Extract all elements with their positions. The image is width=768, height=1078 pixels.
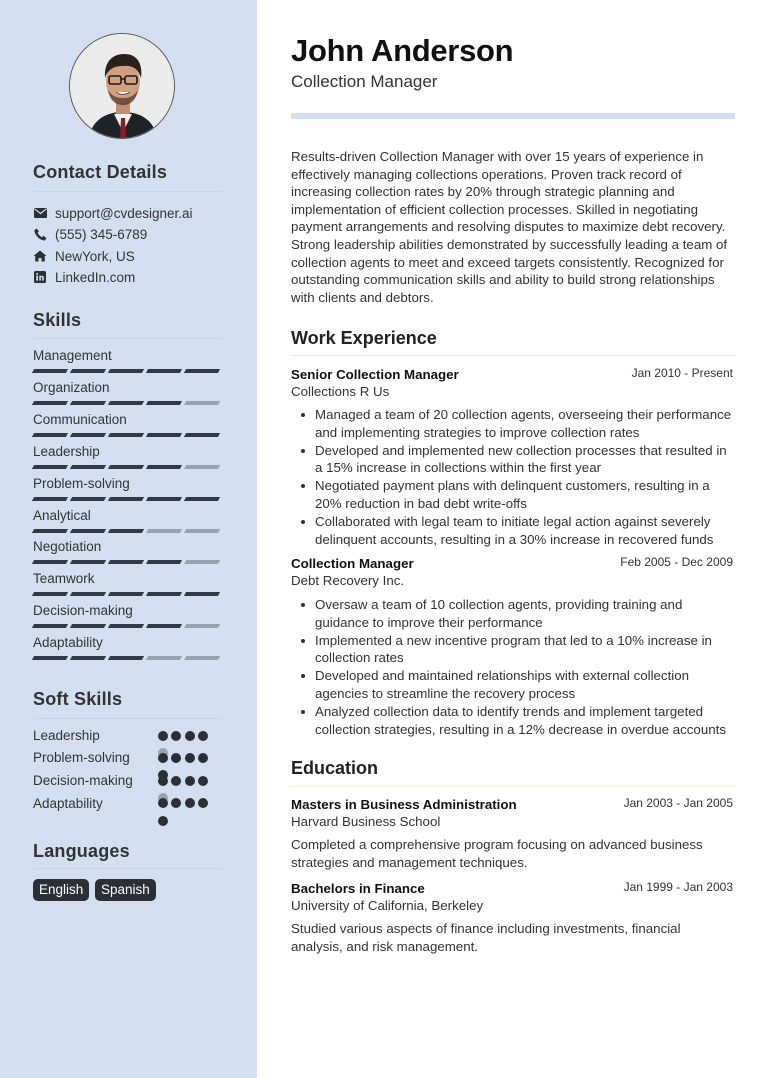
divider bbox=[291, 786, 735, 787]
contact-location-text: NewYork, US bbox=[55, 248, 135, 264]
skill-level-segment bbox=[146, 656, 183, 660]
skill-label: Analytical bbox=[33, 507, 91, 523]
skill-level-segment bbox=[70, 433, 107, 437]
skill-level-segment bbox=[184, 369, 221, 373]
person-portrait-icon bbox=[70, 34, 175, 139]
school-name: University of California, Berkeley bbox=[291, 898, 484, 913]
languages-heading: Languages bbox=[33, 841, 130, 861]
rating-dot bbox=[158, 816, 168, 826]
skill-label: Problem-solving bbox=[33, 475, 130, 491]
soft-skill-label: Decision-making bbox=[33, 773, 133, 788]
envelope-icon bbox=[33, 206, 47, 220]
job-title: Senior Collection Manager bbox=[291, 367, 459, 382]
job-bullets bbox=[315, 596, 735, 739]
skill-level-segment bbox=[146, 433, 183, 437]
language-badge: Spanish bbox=[95, 879, 156, 901]
contact-email[interactable] bbox=[33, 204, 193, 222]
skill-level-segment bbox=[32, 529, 69, 533]
list-item: Managed a team of 20 collection agents, overseeing their performance and implementing strategies to improve collection rates bbox=[315, 406, 735, 441]
skill-level-segment bbox=[32, 369, 69, 373]
linkedin-icon bbox=[33, 270, 47, 284]
skill-level-segment bbox=[108, 369, 145, 373]
skill-level-segment bbox=[70, 560, 107, 564]
skill-level-segment bbox=[108, 656, 145, 660]
skill-level-segment bbox=[70, 401, 107, 405]
rating-dot bbox=[158, 753, 168, 763]
education-dates: Jan 1999 - Jan 2003 bbox=[623, 880, 733, 894]
skill-level-segment bbox=[70, 465, 107, 469]
phone-icon bbox=[33, 227, 47, 241]
rating-dot bbox=[198, 753, 208, 763]
degree-title: Bachelors in Finance bbox=[291, 881, 425, 896]
education-description: Studied various aspects of finance including investments, financial analysis, and risk management. bbox=[291, 921, 681, 954]
rating-dot bbox=[198, 731, 208, 741]
profile-photo bbox=[69, 33, 175, 139]
skill-level-segment bbox=[32, 624, 69, 628]
skills-heading: Skills bbox=[33, 310, 82, 330]
divider bbox=[291, 355, 735, 356]
skill-level-bar bbox=[33, 369, 223, 373]
skill-level-bar bbox=[33, 624, 223, 628]
skill-level-segment bbox=[184, 401, 221, 405]
skill-level-segment bbox=[108, 497, 145, 501]
skill-level-segment bbox=[184, 656, 221, 660]
skill-label: Management bbox=[33, 348, 112, 363]
skill-level-bar bbox=[33, 656, 223, 660]
skill-level-segment bbox=[70, 369, 107, 373]
rating-dot bbox=[171, 776, 181, 786]
job-dates: Jan 2010 - Present bbox=[631, 366, 733, 380]
skill-level-segment bbox=[32, 592, 69, 596]
contact-phone[interactable] bbox=[33, 225, 147, 243]
skill-level-segment bbox=[108, 560, 145, 564]
contact-email-text: support@cvdesigner.ai bbox=[55, 205, 193, 221]
skill-level-bar bbox=[33, 592, 223, 596]
skill-level-segment bbox=[70, 656, 107, 660]
skill-level-segment bbox=[70, 624, 107, 628]
skill-level-bar bbox=[33, 433, 223, 437]
skill-level-segment bbox=[146, 529, 183, 533]
divider bbox=[33, 718, 223, 719]
list-item: Collaborated with legal team to initiate legal action against severely delinquent accounts, resulting in a 30% increase in recovered funds bbox=[315, 513, 735, 548]
skill-level-segment bbox=[108, 529, 145, 533]
list-item: Negotiated payment plans with delinquent customers, resulting in a 20% reduction in bad debt write-offs bbox=[315, 477, 735, 512]
contact-heading: Contact Details bbox=[33, 162, 168, 182]
skill-level-segment bbox=[32, 465, 69, 469]
skill-level-bar bbox=[33, 497, 223, 501]
skill-label: Communication bbox=[33, 411, 127, 427]
list-item: Analyzed collection data to identify trends and implement targeted collection strategies, resulting in a 12% decrease in overdue accounts bbox=[315, 703, 735, 738]
skill-level-bar bbox=[33, 529, 223, 533]
job-company: Debt Recovery Inc. bbox=[291, 573, 405, 588]
skill-level-segment bbox=[32, 433, 69, 437]
rating-dot bbox=[198, 776, 208, 786]
skill-level-segment bbox=[70, 592, 107, 596]
skill-level-segment bbox=[184, 560, 221, 564]
candidate-name: John Anderson bbox=[291, 33, 514, 68]
skill-level-segment bbox=[184, 529, 221, 533]
skill-level-bar bbox=[33, 401, 223, 405]
job-bullets bbox=[315, 406, 735, 549]
divider bbox=[33, 338, 223, 339]
skill-level-segment bbox=[32, 497, 69, 501]
skill-level-segment bbox=[184, 592, 221, 596]
contact-phone-text: (555) 345-6789 bbox=[55, 226, 148, 242]
rating-dot bbox=[171, 798, 181, 808]
accent-bar bbox=[291, 113, 735, 119]
home-icon bbox=[33, 249, 47, 263]
skill-label: Decision-making bbox=[33, 603, 133, 619]
skill-level-segment bbox=[184, 465, 221, 469]
divider bbox=[33, 191, 223, 192]
soft-skill-label: Leadership bbox=[33, 728, 100, 743]
skill-level-segment bbox=[32, 401, 69, 405]
soft-skill-label: Adaptability bbox=[33, 796, 103, 811]
skill-level-segment bbox=[146, 592, 183, 596]
rating-dot bbox=[185, 798, 195, 808]
skill-level-segment bbox=[108, 592, 145, 596]
skill-level-segment bbox=[146, 401, 183, 405]
skill-level-segment bbox=[146, 560, 183, 564]
rating-dot bbox=[198, 798, 208, 808]
school-name: Harvard Business School bbox=[291, 814, 441, 829]
skill-level-segment bbox=[108, 401, 145, 405]
skill-level-segment bbox=[108, 624, 145, 628]
skill-level-segment bbox=[184, 497, 221, 501]
skill-level-bar bbox=[33, 465, 223, 469]
education-dates: Jan 2003 - Jan 2005 bbox=[623, 796, 733, 810]
divider bbox=[33, 868, 223, 869]
rating-dot bbox=[158, 731, 168, 741]
candidate-role: Collection Manager bbox=[291, 72, 438, 91]
rating-dot bbox=[185, 731, 195, 741]
skill-level-segment bbox=[146, 465, 183, 469]
skill-level-segment bbox=[184, 433, 221, 437]
skill-level-segment bbox=[108, 433, 145, 437]
skill-label: Adaptability bbox=[33, 635, 103, 651]
rating-dot bbox=[185, 753, 195, 763]
skill-level-segment bbox=[70, 497, 107, 501]
skill-label: Leadership bbox=[33, 443, 100, 459]
job-dates: Feb 2005 - Dec 2009 bbox=[620, 555, 733, 569]
soft-skill-label: Problem-solving bbox=[33, 750, 130, 765]
rating-dot bbox=[158, 798, 168, 808]
list-item: Implemented a new incentive program that led to a 10% increase in collection rates bbox=[315, 632, 735, 667]
job-title: Collection Manager bbox=[291, 556, 414, 571]
language-badge: English bbox=[33, 879, 89, 901]
rating-dot bbox=[158, 776, 168, 786]
contact-linkedin[interactable] bbox=[33, 268, 135, 286]
skill-level-segment bbox=[70, 529, 107, 533]
list-item: Oversaw a team of 10 collection agents, providing training and guidance to improve their performance bbox=[315, 596, 735, 631]
skill-level-bar bbox=[33, 560, 223, 564]
skill-level-segment bbox=[108, 465, 145, 469]
job-company: Collections R Us bbox=[291, 384, 390, 399]
contact-location bbox=[33, 247, 135, 265]
skill-label: Organization bbox=[33, 379, 110, 395]
soft-skills-heading: Soft Skills bbox=[33, 689, 123, 709]
rating-dot bbox=[185, 776, 195, 786]
skill-level-segment bbox=[146, 497, 183, 501]
summary: Results-driven Collection Manager with over 15 years of experience in effectively managing collections operations. Proven track record of increasing collection rates by 20% through strategic planning and implementation of efficient collection processes. Skilled in negotiating payment arrangements and resolving disputes to maximize debt recovery. Strong leadership abilities demonstrated by successfully leading a team of collection agents to meet and exceed targets consistently. Recognized for outstanding communication skills and ability to build strong relationships with clients and debtors. bbox=[291, 149, 728, 305]
contact-linkedin-text: LinkedIn.com bbox=[55, 269, 136, 285]
rating-dot bbox=[171, 753, 181, 763]
education-heading: Education bbox=[291, 758, 379, 778]
rating-dot bbox=[171, 731, 181, 741]
skill-level-segment bbox=[32, 560, 69, 564]
skill-label: Negotiation bbox=[33, 539, 102, 555]
list-item: Developed and maintained relationships with external collection agencies to streamline the recovery process bbox=[315, 667, 735, 702]
skill-level-segment bbox=[32, 656, 69, 660]
skill-level-segment bbox=[184, 624, 221, 628]
skill-label: Teamwork bbox=[33, 571, 95, 587]
education-description: Completed a comprehensive program focusing on advanced business strategies and management techniques. bbox=[291, 837, 703, 870]
list-item: Developed and implemented new collection processes that resulted in a 15% increase in collections within the first year bbox=[315, 442, 735, 477]
skill-level-segment bbox=[146, 624, 183, 628]
work-experience-heading: Work Experience bbox=[291, 328, 437, 348]
sidebar bbox=[0, 0, 257, 1078]
skill-level-segment bbox=[146, 369, 183, 373]
degree-title: Masters in Business Administration bbox=[291, 797, 517, 812]
